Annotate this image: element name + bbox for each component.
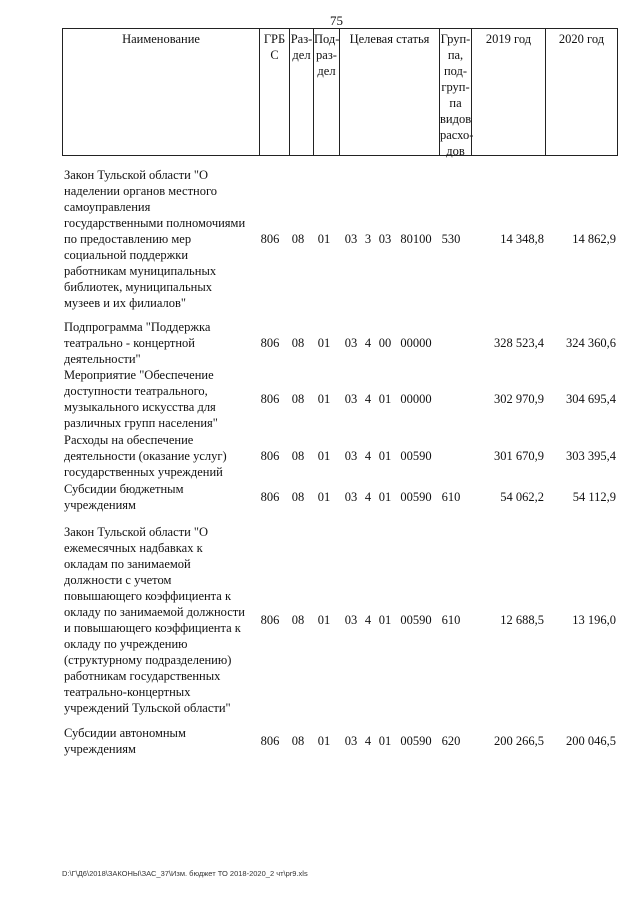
row-name-line: окладам по занимаемой [64, 557, 191, 571]
cell-target-event: 01 [378, 392, 392, 406]
row-name-line: ежемесячных надбавках к [64, 541, 203, 555]
cell-2020: 304 695,4 [566, 392, 616, 406]
cell-target-subprogram: 4 [364, 490, 372, 504]
row-name [64, 725, 260, 757]
header-name [63, 29, 259, 155]
row-name-line: музыкального искусства для [64, 400, 216, 414]
header-razdel-line: дел [292, 48, 311, 62]
row-name-line: Закон Тульской области "О [64, 525, 209, 539]
row-name-line: социальной поддержки [64, 248, 189, 262]
table-row [62, 524, 618, 716]
header-2019 [471, 29, 545, 155]
header-podrazdel-line: раз- [316, 48, 337, 62]
cell-group: 620 [441, 734, 461, 748]
cell-razdel: 08 [291, 734, 305, 748]
header-grbs-line: ГРБ [263, 32, 286, 46]
table-row [62, 432, 618, 480]
table-row [62, 167, 618, 311]
header-2020 [545, 29, 617, 155]
row-name-line: Расходы на обеспечение [64, 433, 194, 447]
cell-target-subprogram: 4 [364, 613, 372, 627]
cell-2019: 328 523,4 [494, 336, 544, 350]
table-row [62, 725, 618, 757]
cell-target-program: 03 [344, 490, 358, 504]
header-podrazdel-line: дел [317, 64, 336, 78]
cell-target-event: 01 [378, 734, 392, 748]
cell-podrazdel: 01 [317, 232, 331, 246]
cell-podrazdel: 01 [317, 734, 331, 748]
header-grbs-line: С [270, 48, 279, 62]
row-name-line: Субсидии автономным [64, 726, 186, 740]
row-name-line: и повышающего коэффициента к [64, 621, 241, 635]
cell-2019: 302 970,9 [494, 392, 544, 406]
cell-target-subprogram: 4 [364, 392, 372, 406]
header-razdel [289, 29, 313, 155]
cell-target-subprogram: 4 [364, 449, 372, 463]
cell-target-direction: 00000 [400, 392, 432, 406]
header-group [439, 29, 474, 158]
cell-podrazdel: 01 [317, 336, 331, 350]
header-group-line: под- [443, 64, 468, 78]
cell-target-direction: 00590 [400, 490, 432, 504]
cell-target-direction: 00590 [400, 734, 432, 748]
header-group-line: па [449, 96, 462, 110]
cell-2020: 54 112,9 [572, 490, 616, 504]
cell-2020: 13 196,0 [572, 613, 616, 627]
cell-2020: 303 395,4 [566, 449, 616, 463]
row-name-line: работникам государственных [64, 669, 221, 683]
cell-target-event: 03 [378, 232, 392, 246]
row-name-line: доступности театрального, [64, 384, 208, 398]
header-2020-label: 2020 год [558, 32, 605, 46]
cell-2019: 54 062,2 [500, 490, 544, 504]
cell-target-event: 01 [378, 613, 392, 627]
cell-grbs: 806 [260, 336, 280, 350]
header-2019-label: 2019 год [485, 32, 532, 46]
header-group-line: дов [446, 144, 465, 158]
cell-target-direction: 80100 [400, 232, 432, 246]
row-name [64, 524, 260, 716]
row-name [64, 481, 260, 513]
cell-podrazdel: 01 [317, 490, 331, 504]
row-name-line: театрально - концертной [64, 336, 195, 350]
cell-target-direction: 00590 [400, 613, 432, 627]
cell-target-program: 03 [344, 449, 358, 463]
header-podrazdel [313, 29, 339, 155]
file-path-footer: D:\Г\Д6\2018\ЗАКОНЫ\ЗАС_37\Изм. бюджет ТО 2018-2020_2 чт\pr9.xls [62, 869, 308, 878]
row-name-line: музеев и их филиалов" [64, 296, 186, 310]
cell-target-event: 00 [378, 336, 392, 350]
row-name-line: окладу по занимаемой должности [64, 605, 245, 619]
header-group-line: груп- [441, 80, 470, 94]
cell-razdel: 08 [291, 336, 305, 350]
cell-target-subprogram: 3 [364, 232, 372, 246]
cell-2019: 14 348,8 [500, 232, 544, 246]
table-row [62, 319, 618, 367]
row-name-line: государственными полномочиями [64, 216, 246, 230]
row-name-line: государственных учреждений [64, 465, 223, 479]
row-name-line: по предоставлению мер [64, 232, 192, 246]
cell-2020: 324 360,6 [566, 336, 616, 350]
row-name-line: работникам муниципальных [64, 264, 217, 278]
cell-target-subprogram: 4 [364, 734, 372, 748]
row-name-line: библиотек, муниципальных [64, 280, 212, 294]
row-name-line: учреждениям [64, 498, 136, 512]
row-name-line: Субсидии бюджетным [64, 482, 184, 496]
header-name-label: Наименование [122, 32, 200, 46]
cell-razdel: 08 [291, 232, 305, 246]
row-name-line: различных групп населения" [64, 416, 218, 430]
row-name-line: Мероприятие "Обеспечение [64, 368, 214, 382]
row-name-line: Подпрограмма "Поддержка [64, 320, 211, 334]
table-row [62, 481, 618, 513]
row-name [64, 432, 260, 480]
cell-grbs: 806 [260, 490, 280, 504]
cell-target-event: 01 [378, 490, 392, 504]
cell-2020: 14 862,9 [572, 232, 616, 246]
cell-2019: 12 688,5 [500, 613, 544, 627]
header-target-label: Целевая статья [349, 32, 430, 46]
table-row [62, 367, 618, 431]
cell-podrazdel: 01 [317, 613, 331, 627]
row-name-line: учреждениям [64, 742, 136, 756]
row-name [64, 367, 260, 431]
cell-razdel: 08 [291, 392, 305, 406]
row-name-line: Закон Тульской области "О [64, 168, 209, 182]
cell-group: 610 [441, 490, 461, 504]
cell-podrazdel: 01 [317, 392, 331, 406]
header-group-line: па, [447, 48, 464, 62]
cell-grbs: 806 [260, 734, 280, 748]
cell-podrazdel: 01 [317, 449, 331, 463]
header-group-line: расхо- [440, 128, 474, 142]
row-name-line: (структурному подразделению) [64, 653, 232, 667]
header-razdel-line: Раз- [290, 32, 313, 46]
cell-target-program: 03 [344, 232, 358, 246]
cell-grbs: 806 [260, 392, 280, 406]
cell-razdel: 08 [291, 490, 305, 504]
row-name-line: самоуправления [64, 200, 151, 214]
cell-group: 610 [441, 613, 461, 627]
cell-target-direction: 00590 [400, 449, 432, 463]
page-number: 75 [330, 13, 343, 28]
cell-target-subprogram: 4 [364, 336, 372, 350]
row-name [64, 319, 260, 367]
cell-grbs: 806 [260, 232, 280, 246]
row-name-line: театрально-концертных [64, 685, 191, 699]
cell-target-program: 03 [344, 336, 358, 350]
header-grbs [259, 29, 289, 155]
row-name-line: должности с учетом [64, 573, 172, 587]
cell-2019: 200 266,5 [494, 734, 544, 748]
cell-target-program: 03 [344, 734, 358, 748]
cell-target-program: 03 [344, 613, 358, 627]
cell-group: 530 [441, 232, 461, 246]
cell-grbs: 806 [260, 613, 280, 627]
table-header [62, 28, 618, 156]
cell-razdel: 08 [291, 449, 305, 463]
cell-target-event: 01 [378, 449, 392, 463]
row-name-line: окладу по учреждению [64, 637, 188, 651]
cell-grbs: 806 [260, 449, 280, 463]
header-target [339, 29, 439, 155]
cell-2019: 301 670,9 [494, 449, 544, 463]
header-podrazdel-line: Под- [314, 32, 340, 46]
row-name-line: деятельности" [64, 352, 141, 366]
header-group-line: Груп- [440, 32, 471, 46]
row-name-line: деятельности (оказание услуг) [64, 449, 227, 463]
header-group-line: видов [440, 112, 472, 126]
cell-2020: 200 046,5 [566, 734, 616, 748]
cell-target-direction: 00000 [400, 336, 432, 350]
row-name-line: повышающего коэффициента к [64, 589, 232, 603]
cell-razdel: 08 [291, 613, 305, 627]
row-name-line: наделении органов местного [64, 184, 218, 198]
row-name [64, 167, 260, 311]
cell-target-program: 03 [344, 392, 358, 406]
row-name-line: учреждений Тульской области" [64, 701, 231, 715]
